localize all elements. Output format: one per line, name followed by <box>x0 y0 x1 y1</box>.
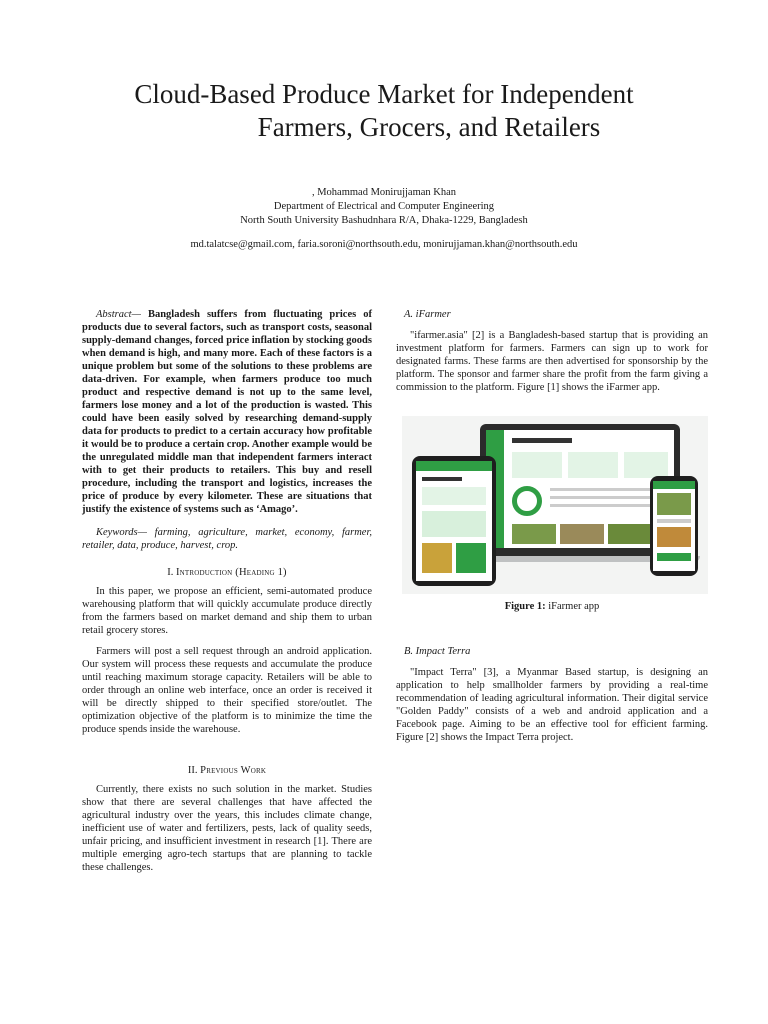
heading-number: II. <box>187 765 198 776</box>
heading-text: Introduction (Heading 1) <box>175 567 287 578</box>
figure-ifarmer-app <box>402 416 708 594</box>
author-university: North South University Bashudnhara R/A, Dhaka-1229, Bangladesh <box>240 215 528 226</box>
author-emails: md.talatcse@gmail.com, faria.soroni@northsouth.edu, monirujjaman.khan@northsouth.edu <box>190 239 578 250</box>
figure-caption <box>396 600 708 613</box>
ifarmer-paragraph: "ifarmer.asia" [2] is a Bangladesh-based startup that is providing an investment platform for farmers. Farmers can sign up to work for designated farms. These farms are then advertised for sponsorship by the platform. The sponsor and farmer share the profit from the farm giving a commission to the platform. Figure [1] shows the iFarmer app. <box>396 330 708 393</box>
keywords: Keywords— farming, agriculture, market, economy, farmer, retailer, data, produce, harvest, crop. <box>82 527 372 551</box>
phone-mockup <box>650 476 698 576</box>
figure-label: Figure 1: <box>504 601 546 612</box>
section-heading-introduction <box>82 566 372 579</box>
subsection-impact-terra: B. Impact Terra <box>404 646 471 657</box>
previous-work-paragraph: Currently, there exists no such solution in the market. Studies show that there are several challenges that have affected the agricultural industry over the years, this includes climate change, inefficient use of water and fertilizers, pests, lack of quality seeds, unfair pricing, and insufficient investment in research [1]. There are multiple emerging agro-tech startups that are planning to tackle these challenges. <box>82 784 372 873</box>
title-line-2: Farmers, Grocers, and Retailers <box>257 112 601 142</box>
heading-text: Previous Work <box>200 765 267 776</box>
intro-paragraph-2: Farmers will post a sell request through an android application. Our system will process these requests and accumulate the produce until reaching maximum storage capacity. Retailers will be able to order through an online web interface, once an order is received it will be directly shipped to their specified store/outlet. The optimization objective of the platform is to minimize the time the produce spends inside the warehouse. <box>82 646 372 735</box>
paper-title <box>60 78 708 144</box>
author-block <box>84 186 684 252</box>
tablet-mockup <box>412 456 496 586</box>
heading-number: I. <box>167 567 174 578</box>
section-heading-previous-work <box>82 764 372 777</box>
subsection-ifarmer: A. iFarmer <box>404 309 451 320</box>
author-department: Department of Electrical and Computer Engineering <box>273 201 495 212</box>
abstract-label: Abstract— <box>96 309 141 320</box>
figure-caption-text: iFarmer app <box>545 601 600 612</box>
author-name: , Mohammad Monirujjaman Khan <box>311 187 457 198</box>
right-column <box>396 308 708 752</box>
abstract-text: Bangladesh suffers from fluctuating prices of products due to several factors, such as transport costs, seasonal supply-demand changes, forced price inflation by stocking goods when demand is high, and many more. Each of these factors is a unique problem but some of the solutions to these problems are data-driven. For example, when farmers produce too much product and respective demand is not up to the same level, farmers lose money and a lot of the production is wasted. This could have been easily solved by researching demand-supply data for products to predict to a certain accuracy how profitable it would be to produce a certain crop. Another example would be the unregulated middle man that independent farmers interact with to get their products to retailers. This buy and resell procedure, including the transport and logistics, increases the price of produce by every kilometer. These are situations that justify the existence of systems such as ‘Amago’. <box>82 309 372 515</box>
abstract <box>82 308 372 516</box>
left-column <box>82 308 372 882</box>
title-line-1: Cloud-Based Produce Market for Independent <box>134 79 634 109</box>
impact-terra-paragraph: "Impact Terra" [3], a Myanmar Based startup, is designing an application to help smallholder farmers by providing a real-time recommendation of leading agricultural information. Their digital service "Golden Paddy" consists of a web and android application and a Facebook page. Aiming to be an effective tool for efficient farming. Figure [2] shows the Impact Terra project. <box>396 667 708 743</box>
intro-paragraph-1: In this paper, we propose an efficient, semi-automated produce warehousing platform that will quickly accumulate produce directly from the farmers based on market demand and ship them to urban retail grocery stores. <box>82 586 372 636</box>
